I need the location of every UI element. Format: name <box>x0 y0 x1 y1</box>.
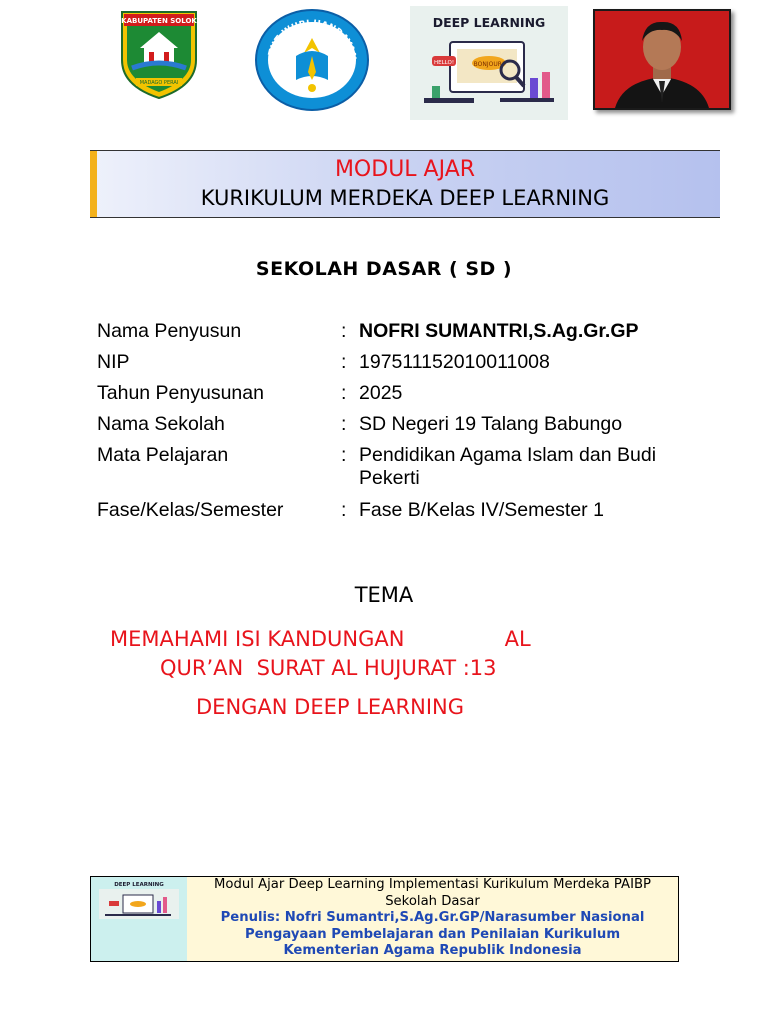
footer-line-5: Kementerian Agama Republik Indonesia <box>283 943 582 958</box>
author-photo <box>593 9 731 110</box>
info-colon: : <box>341 499 347 521</box>
info-colon: : <box>341 382 347 404</box>
footer-box <box>90 876 679 962</box>
info-value: NOFRI SUMANTRI,S.Ag.Gr.GP <box>359 320 639 342</box>
svg-text:MADAGO PERAI: MADAGO PERAI <box>139 80 179 86</box>
theme-line-1: MEMAHAMI ISI KANDUNGAN AL <box>110 627 531 651</box>
info-colon: : <box>341 444 347 466</box>
footer-text <box>187 877 678 960</box>
footer-line-1: Modul Ajar Deep Learning Implementasi Kurikulum Merdeka PAIBP <box>214 877 651 892</box>
info-value: Fase B/Kelas IV/Semester 1 <box>359 499 604 521</box>
footer-line-2: Sekolah Dasar <box>385 893 480 909</box>
svg-text:TUT WURI HANDAYANI: TUT WURI HANDAYAN <box>267 18 358 61</box>
info-label: Mata Pelajaran <box>97 444 229 466</box>
info-row-nip <box>97 351 697 382</box>
info-colon: : <box>341 320 347 342</box>
theme-line-2: QUR’AN SURAT AL HUJURAT :13 <box>160 656 497 680</box>
info-value: 197511152010011008 <box>359 351 550 373</box>
curriculum-title: KURIKULUM MERDEKA DEEP LEARNING <box>200 186 610 210</box>
info-label: Nama Sekolah <box>97 413 225 435</box>
module-title: MODUL AJAR <box>334 157 476 182</box>
info-label: Tahun Penyusunan <box>97 382 264 404</box>
info-label: Nama Penyusun <box>97 320 242 342</box>
kabupaten-solok-logo <box>118 8 200 100</box>
footer-line-4: Pengayaan Pembelajaran dan Penilaian Kurikulum <box>244 926 621 942</box>
svg-text:DEEP LEARNING: DEEP LEARNING <box>432 15 546 30</box>
info-row-author <box>97 320 697 351</box>
tut-wuri-handayani-logo <box>254 8 370 112</box>
svg-text:HELLO!: HELLO! <box>433 60 455 66</box>
info-colon: : <box>341 413 347 435</box>
svg-text:KABUPATEN SOLOK: KABUPATEN SOLOK <box>121 17 197 25</box>
info-label: NIP <box>97 351 130 373</box>
info-row-school <box>97 413 697 444</box>
info-value: Pendidikan Agama Islam dan Budi Pekerti <box>359 444 657 489</box>
info-value: SD Negeri 19 Talang Babungo <box>359 413 623 435</box>
info-row-subject <box>97 444 697 499</box>
theme-heading: TEMA <box>354 583 414 607</box>
info-row-year <box>97 382 697 413</box>
identity-table <box>97 320 697 530</box>
info-value: 2025 <box>359 382 403 404</box>
school-level-heading: SEKOLAH DASAR ( SD ) <box>255 258 513 280</box>
svg-text:DEEP LEARNING: DEEP LEARNING <box>114 882 164 888</box>
svg-text:BONJOUR!: BONJOUR! <box>473 61 505 68</box>
footer-line-3: Penulis: Nofri Sumantri,S.Ag.Gr.GP/Narasumber Nasional <box>220 910 645 925</box>
footer-deep-learning-image <box>91 877 187 961</box>
info-label: Fase/Kelas/Semester <box>97 499 284 521</box>
info-colon: : <box>341 351 347 373</box>
deep-learning-illustration <box>410 6 568 120</box>
theme-line-3: DENGAN DEEP LEARNING <box>196 695 465 719</box>
title-banner <box>90 150 720 218</box>
info-row-phase <box>97 499 697 530</box>
